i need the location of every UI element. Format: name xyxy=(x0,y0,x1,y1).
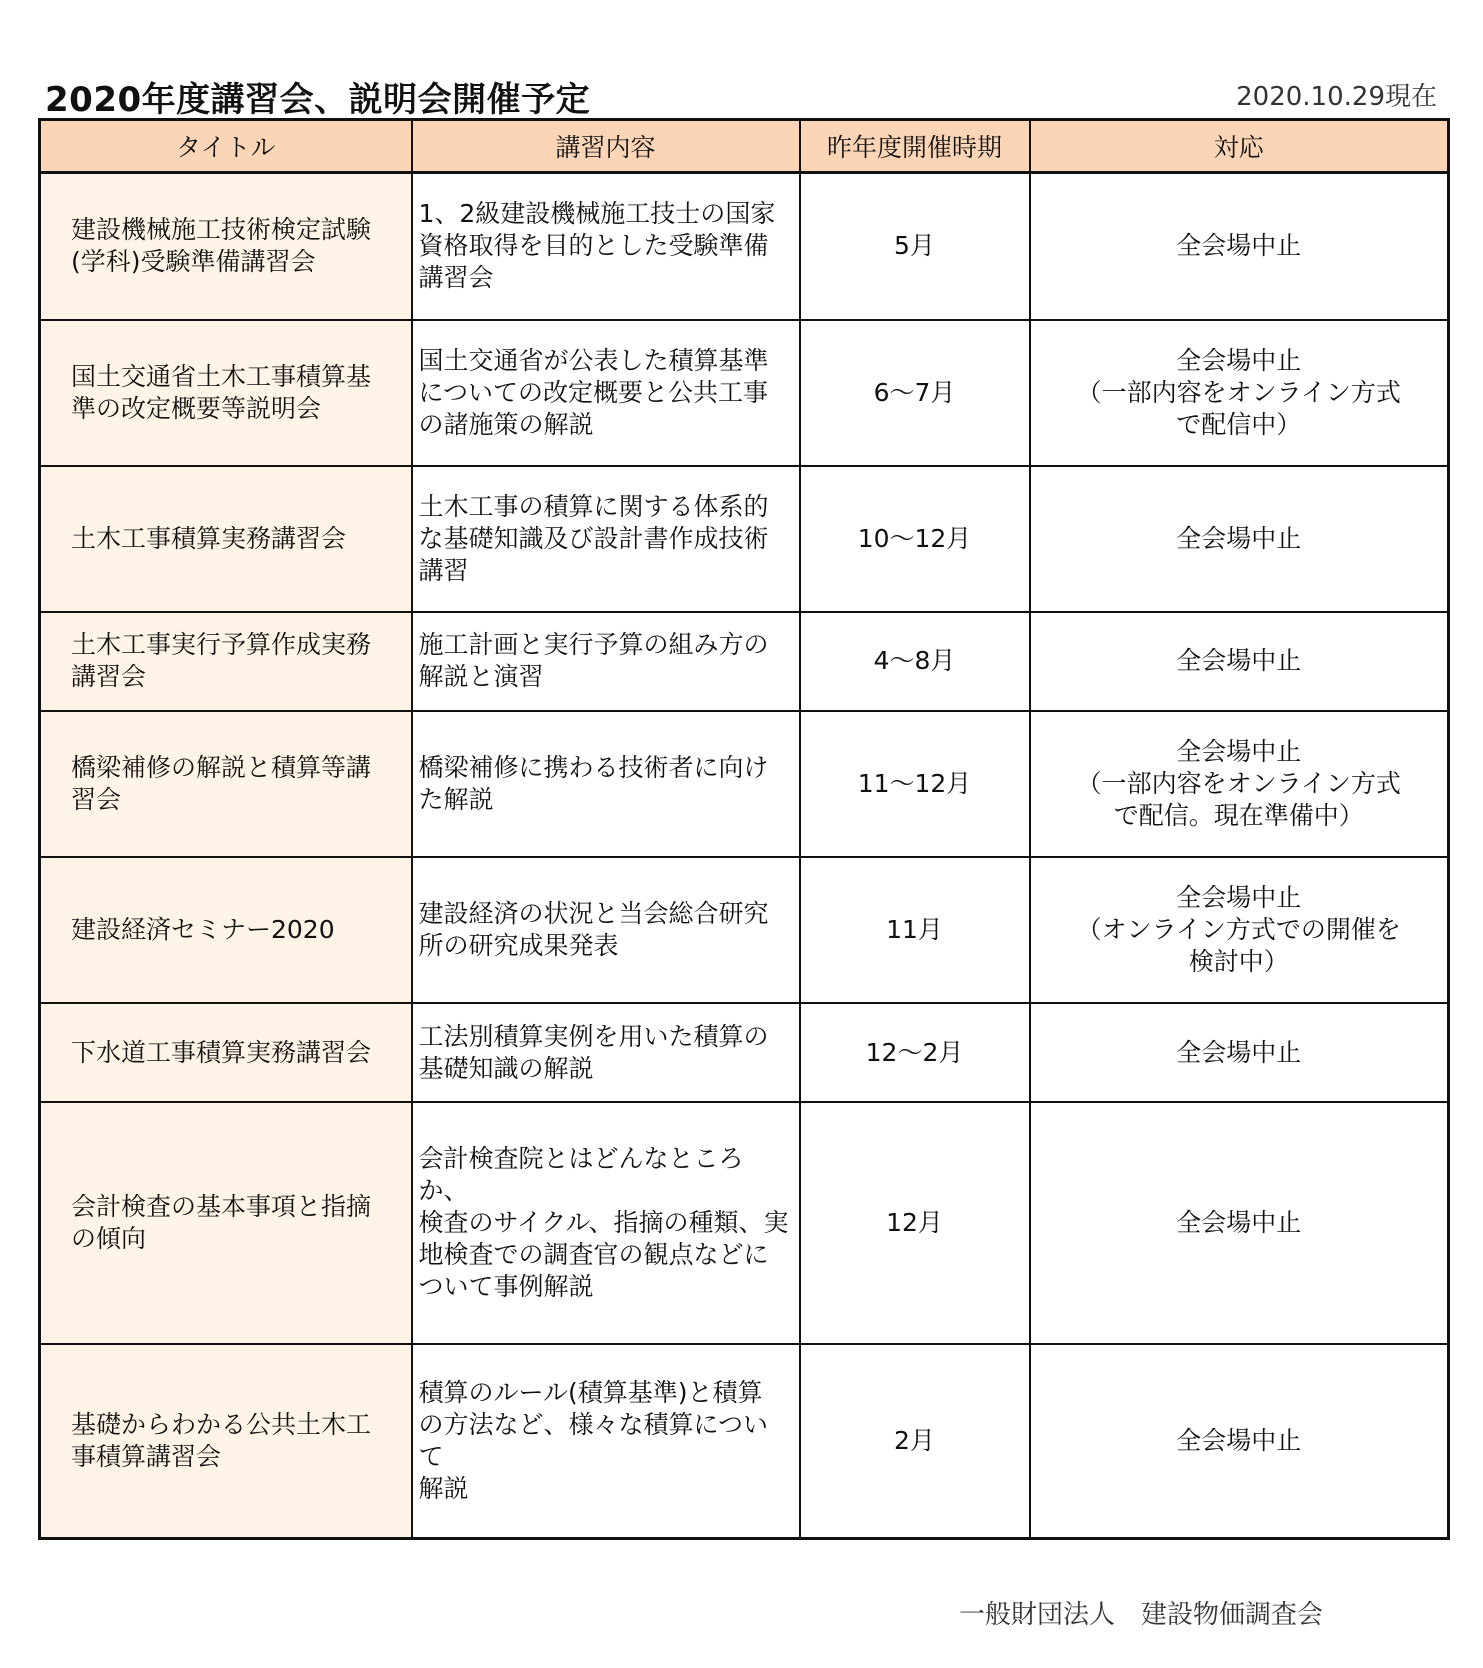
course-title-cell xyxy=(40,1003,412,1102)
as-of-date: 2020.10.29現在 xyxy=(1236,82,1437,112)
course-content-cell xyxy=(412,466,800,612)
course-title-cell xyxy=(40,711,412,857)
course-content-cell xyxy=(412,612,800,711)
table-row xyxy=(40,466,1449,612)
course-content-cell xyxy=(412,711,800,857)
course-title: 橋梁補修の解説と積算等講 習会 xyxy=(71,752,372,814)
course-title: 国土交通省土木工事積算基 準の改定概要等説明会 xyxy=(71,361,372,423)
course-title: 土木工事積算実務講習会 xyxy=(71,523,347,553)
course-period: 10～12月 xyxy=(800,466,1030,612)
course-title: 建設機械施工技術検定試験 (学科)受験準備講習会 xyxy=(71,215,372,277)
course-status-cell xyxy=(1030,1102,1449,1344)
course-content-cell xyxy=(412,1003,800,1102)
course-content: 施工計画と実行予算の組み方の 解説と演習 xyxy=(418,630,769,692)
course-content: 土木工事の積算に関する体系的 な基礎知識及び設計書作成技術 講習 xyxy=(418,491,769,585)
course-status-cell xyxy=(1030,1003,1449,1102)
course-title-cell xyxy=(40,1344,412,1539)
course-content: 1、2級建設機械施工技士の国家 資格取得を目的とした受験準備 講習会 xyxy=(418,199,776,293)
course-title-cell xyxy=(40,857,412,1003)
table-body xyxy=(40,173,1449,1539)
course-content-cell xyxy=(412,173,800,320)
course-content-cell xyxy=(412,320,800,466)
table-row xyxy=(40,612,1449,711)
table-row xyxy=(40,857,1449,1003)
course-status-cell xyxy=(1030,466,1449,612)
schedule-table xyxy=(38,118,1450,1540)
course-content: 国土交通省が公表した積算基準 についての改定概要と公共工事 の諸施策の解説 xyxy=(418,345,769,439)
course-title-cell xyxy=(40,466,412,612)
header-period: 昨年度開催時期 xyxy=(800,120,1030,173)
course-status: 全会場中止 （一部内容をオンライン方式 で配信中） xyxy=(1076,345,1401,439)
course-status: 全会場中止 xyxy=(1176,1037,1302,1067)
table-row xyxy=(40,320,1449,466)
course-title: 土木工事実行予算作成実務 講習会 xyxy=(71,630,372,692)
course-period: 12月 xyxy=(800,1102,1030,1344)
table-row xyxy=(40,1344,1449,1539)
course-content: 積算のルール(積算基準)と積算 の方法など、様々な積算について 解説 xyxy=(418,1377,769,1503)
course-status: 全会場中止 xyxy=(1176,1207,1302,1237)
course-title: 基礎からわかる公共土木工 事積算講習会 xyxy=(71,1409,372,1471)
course-status: 全会場中止 （オンライン方式での開催を 検討中） xyxy=(1076,883,1401,977)
course-content-cell xyxy=(412,1102,800,1344)
table-row xyxy=(40,1102,1449,1344)
course-title-cell xyxy=(40,320,412,466)
header-title: タイトル xyxy=(40,120,412,173)
course-status: 全会場中止 xyxy=(1176,231,1302,261)
course-period: 4～8月 xyxy=(800,612,1030,711)
course-period: 6～7月 xyxy=(800,320,1030,466)
document-title: 2020年度講習会、説明会開催予定 xyxy=(45,80,591,120)
course-period: 5月 xyxy=(800,173,1030,320)
course-title: 下水道工事積算実務講習会 xyxy=(71,1037,372,1067)
course-content-cell xyxy=(412,1344,800,1539)
course-content: 会計検査院とはどんなところか、 検査のサイクル、指摘の種類、実 地検査での調査官の観点などに ついて事例解説 xyxy=(418,1143,789,1301)
header-content: 講習内容 xyxy=(412,120,800,173)
course-status-cell xyxy=(1030,857,1449,1003)
course-status: 全会場中止 xyxy=(1176,523,1302,553)
course-period: 2月 xyxy=(800,1344,1030,1539)
course-content-cell xyxy=(412,857,800,1003)
course-title-cell xyxy=(40,173,412,320)
course-status-cell xyxy=(1030,1344,1449,1539)
table-row xyxy=(40,711,1449,857)
course-status-cell xyxy=(1030,320,1449,466)
course-period: 11～12月 xyxy=(800,711,1030,857)
course-period: 12～2月 xyxy=(800,1003,1030,1102)
course-status: 全会場中止 xyxy=(1176,1425,1302,1455)
course-content: 工法別積算実例を用いた積算の 基礎知識の解説 xyxy=(418,1021,769,1083)
course-status-cell xyxy=(1030,173,1449,320)
table-row xyxy=(40,173,1449,320)
table-row xyxy=(40,1003,1449,1102)
header-row xyxy=(40,120,1449,173)
course-content: 橋梁補修に携わる技術者に向け た解説 xyxy=(418,752,769,814)
table-header xyxy=(40,120,1449,173)
course-title: 会計検査の基本事項と指摘 の傾向 xyxy=(71,1191,372,1253)
course-title-cell xyxy=(40,1102,412,1344)
course-period: 11月 xyxy=(800,857,1030,1003)
header-status: 対応 xyxy=(1030,120,1449,173)
course-status-cell xyxy=(1030,612,1449,711)
course-title: 建設経済セミナー2020 xyxy=(71,915,335,945)
course-status: 全会場中止 （一部内容をオンライン方式 で配信。現在準備中） xyxy=(1076,736,1401,830)
course-status-cell xyxy=(1030,711,1449,857)
publisher-name: 一般財団法人 建設物価調査会 xyxy=(958,1600,1323,1630)
course-content: 建設経済の状況と当会総合研究 所の研究成果発表 xyxy=(418,899,769,961)
course-title-cell xyxy=(40,612,412,711)
course-status: 全会場中止 xyxy=(1176,646,1302,676)
